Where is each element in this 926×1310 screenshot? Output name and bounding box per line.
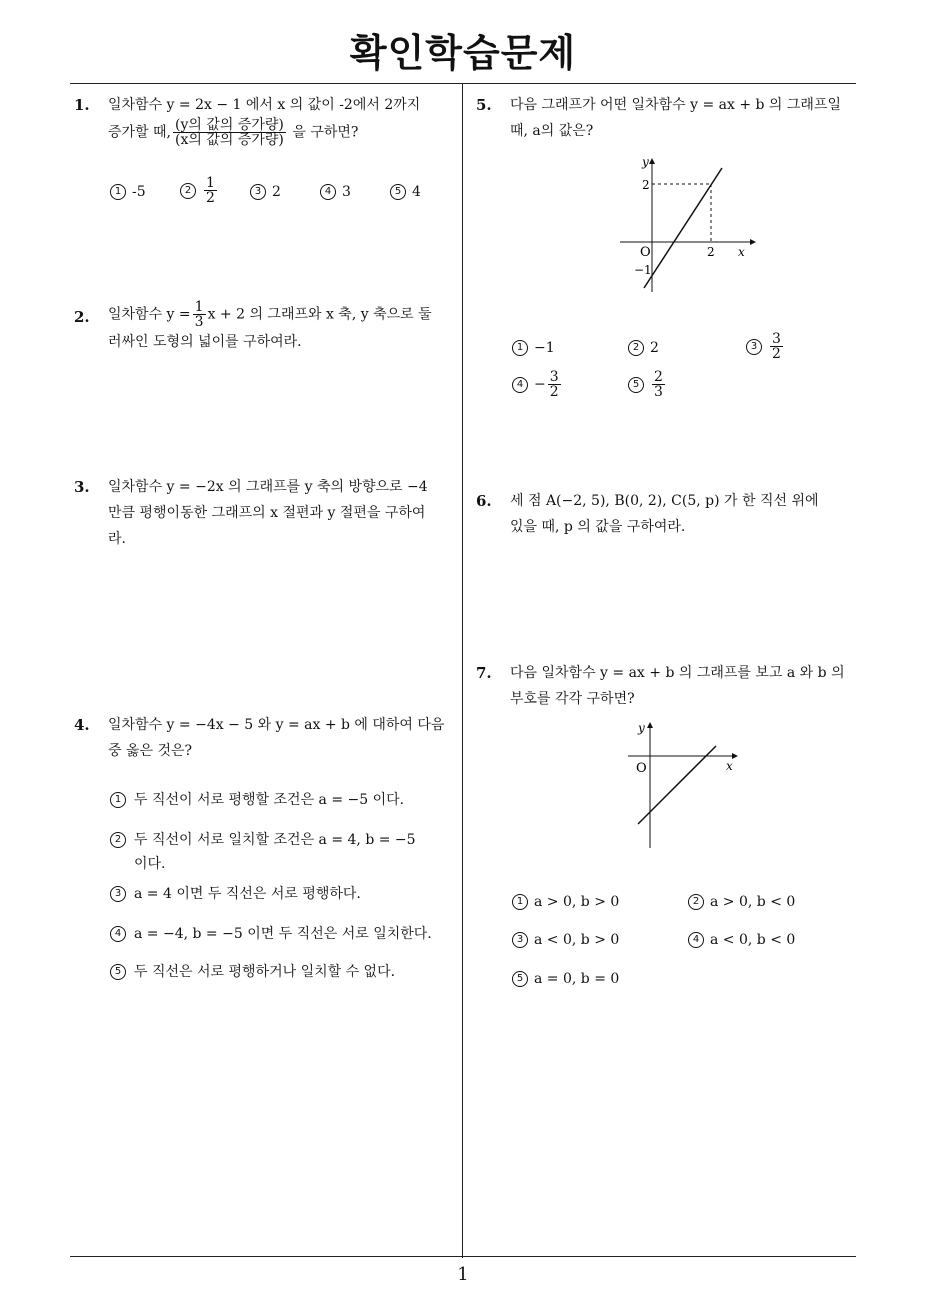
question-1 [74, 92, 458, 147]
choice-4[interactable] [688, 932, 795, 948]
choice-value: 2 [650, 340, 659, 356]
fraction-numerator: 2 [654, 369, 663, 385]
origin-label: O [640, 245, 651, 260]
bottom-rule [70, 1256, 856, 1257]
question-number: 3. [74, 478, 90, 496]
question-text: 세 점 A(−2, 5), B(0, 2), C(5, p) 가 한 직선 위에 [510, 493, 819, 509]
choice-5[interactable] [628, 370, 667, 399]
graph-q7 [622, 716, 748, 850]
choice-value: −1 [534, 340, 555, 356]
choice-mark: 4 [512, 377, 528, 393]
choice-value: -5 [132, 184, 146, 200]
choice-value: a > 0, b > 0 [534, 894, 620, 910]
question-6 [476, 488, 862, 540]
tick-label-y-top: 2 [642, 178, 650, 192]
question-number: 6. [476, 492, 492, 510]
choice-value: a = 0, b = 0 [534, 971, 620, 987]
question-text: 있을 때, p 의 값을 구하여라. [510, 519, 686, 535]
choice-3[interactable] [746, 332, 785, 361]
fraction-numerator: 1 [194, 299, 204, 315]
choice-mark: 1 [110, 184, 126, 200]
fraction-denominator: 3 [654, 384, 663, 400]
question-text: 때, a의 값은? [510, 123, 594, 139]
choice-mark: 2 [110, 832, 126, 848]
question-number: 7. [476, 664, 492, 682]
option-text: a = 4 이면 두 직선은 서로 평행하다. [134, 886, 361, 902]
question-text: 일차함수 y = −4x − 5 와 y = ax + b 에 대하여 다음 [108, 717, 445, 733]
choice-1[interactable] [512, 340, 555, 356]
y-axis-label: y [638, 721, 645, 735]
origin-label: O [636, 761, 647, 776]
question-text: 다음 일차함수 y = ax + b 의 그래프를 보고 a 와 b 의 [510, 665, 845, 681]
choice-1[interactable] [110, 184, 146, 200]
tick-label-x: 2 [707, 245, 715, 259]
question-text: 일차함수 y = 2x − 1 에서 x 의 값이 -2에서 2까지 [108, 97, 421, 113]
question-text: 라. [108, 531, 126, 547]
choice-mark: 1 [512, 894, 528, 910]
option-text: 이다. [134, 856, 166, 872]
choice-2[interactable] [688, 894, 795, 910]
fraction-denominator: 2 [772, 346, 781, 362]
question-text: 증가할 때, [108, 124, 171, 141]
graph-q5 [612, 152, 762, 294]
choice-2[interactable] [628, 340, 659, 356]
question-text: 일차함수 y = −2x 의 그래프를 y 축의 방향으로 −4 [108, 479, 428, 495]
question-2 [74, 300, 458, 355]
choice-mark: 4 [688, 932, 704, 948]
fraction-denominator: 2 [549, 384, 559, 400]
x-axis-label: x [726, 759, 733, 773]
choice-2[interactable] [180, 176, 219, 205]
question-7 [476, 660, 862, 712]
fraction-numerator: 3 [772, 331, 781, 347]
fraction [173, 118, 286, 147]
y-axis-label: y [642, 155, 649, 169]
y-axis-arrow [649, 158, 655, 164]
choice-mark: 4 [320, 184, 336, 200]
fraction-denominator: 3 [194, 314, 204, 330]
fraction-numerator: (y의 값의 증가량) [175, 117, 284, 133]
question-text: 을 구하면? [287, 124, 359, 141]
choice-mark: 3 [512, 932, 528, 948]
choice-4[interactable] [512, 370, 563, 399]
question-text: 다음 그래프가 어떤 일차함수 y = ax + b 의 그래프일 [510, 97, 841, 113]
choice-3[interactable] [250, 184, 281, 200]
option-text: a = −4, b = −5 이면 두 직선은 서로 일치한다. [134, 926, 432, 942]
x-axis-arrow [750, 239, 756, 245]
y-axis-arrow [647, 722, 653, 728]
choice-4[interactable] [320, 184, 351, 200]
fraction-numerator: 1 [206, 175, 215, 191]
fraction [193, 300, 206, 329]
option-4[interactable] [110, 922, 460, 946]
choice-mark: 2 [688, 894, 704, 910]
choice-mark: 5 [628, 377, 644, 393]
option-2[interactable] [110, 828, 460, 876]
choice-mark: 1 [110, 792, 126, 808]
choice-mark: 5 [390, 184, 406, 200]
question-text: 러싸인 도형의 넓이를 구하여라. [108, 334, 302, 350]
option-text: 두 직선이 서로 평행할 조건은 a = −5 이다. [134, 792, 405, 808]
choice-mark: 2 [180, 183, 196, 199]
choice-mark: 4 [110, 926, 126, 942]
x-axis-arrow [732, 753, 738, 759]
fraction-denominator: (x의 값의 증가량) [175, 132, 284, 148]
choice-1[interactable] [512, 894, 619, 910]
question-3 [74, 474, 458, 552]
option-3[interactable] [110, 882, 460, 906]
choice-mark: 2 [628, 340, 644, 356]
question-text: x + 2 의 그래프와 x 축, y 축으로 둘 [207, 306, 432, 323]
choice-3[interactable] [512, 932, 619, 948]
question-number: 2. [74, 308, 90, 326]
question-number: 1. [74, 96, 90, 114]
option-5[interactable] [110, 960, 460, 984]
question-text: 부호를 각각 구하면? [510, 691, 635, 707]
choice-mark: 5 [512, 971, 528, 987]
choice-value: 2 [272, 184, 281, 200]
fraction-denominator: 2 [206, 190, 215, 206]
question-text: 만큼 평행이동한 그래프의 x 절편과 y 절편을 구하여 [108, 505, 426, 521]
choice-value: a > 0, b < 0 [710, 894, 796, 910]
choice-value: 4 [412, 184, 421, 200]
fraction-numerator: 3 [549, 369, 559, 385]
x-axis-label: x [738, 245, 745, 259]
choice-mark: 3 [110, 886, 126, 902]
option-text: 두 직선이 서로 일치할 조건은 a = 4, b = −5 [134, 832, 416, 848]
question-number: 4. [74, 716, 90, 734]
graph-line [644, 168, 722, 288]
choice-mark: 3 [250, 184, 266, 200]
question-text: 중 옳은 것은? [108, 743, 193, 759]
question-number: 5. [476, 96, 492, 114]
question-5 [476, 92, 862, 144]
choice-5[interactable] [390, 184, 421, 200]
choice-value: a < 0, b > 0 [534, 932, 620, 948]
option-text: 두 직선은 서로 평행하거나 일치할 수 없다. [134, 964, 396, 980]
choice-mark: 3 [746, 339, 762, 355]
page-number: 1 [457, 1264, 469, 1285]
choice-5[interactable] [512, 971, 619, 987]
option-1[interactable] [110, 788, 460, 812]
choice-value: a < 0, b < 0 [710, 932, 796, 948]
choice-mark: 5 [110, 964, 126, 980]
choice-value: 3 [342, 184, 351, 200]
question-text: 일차함수 y = [108, 306, 191, 323]
top-rule [70, 83, 856, 84]
column-divider [462, 84, 463, 1258]
choice-mark: 1 [512, 340, 528, 356]
choice-sign: − [534, 376, 546, 393]
question-4 [74, 712, 458, 980]
page-title: 확인학습문제 [349, 31, 577, 75]
tick-label-y-bottom: −1 [634, 263, 652, 277]
